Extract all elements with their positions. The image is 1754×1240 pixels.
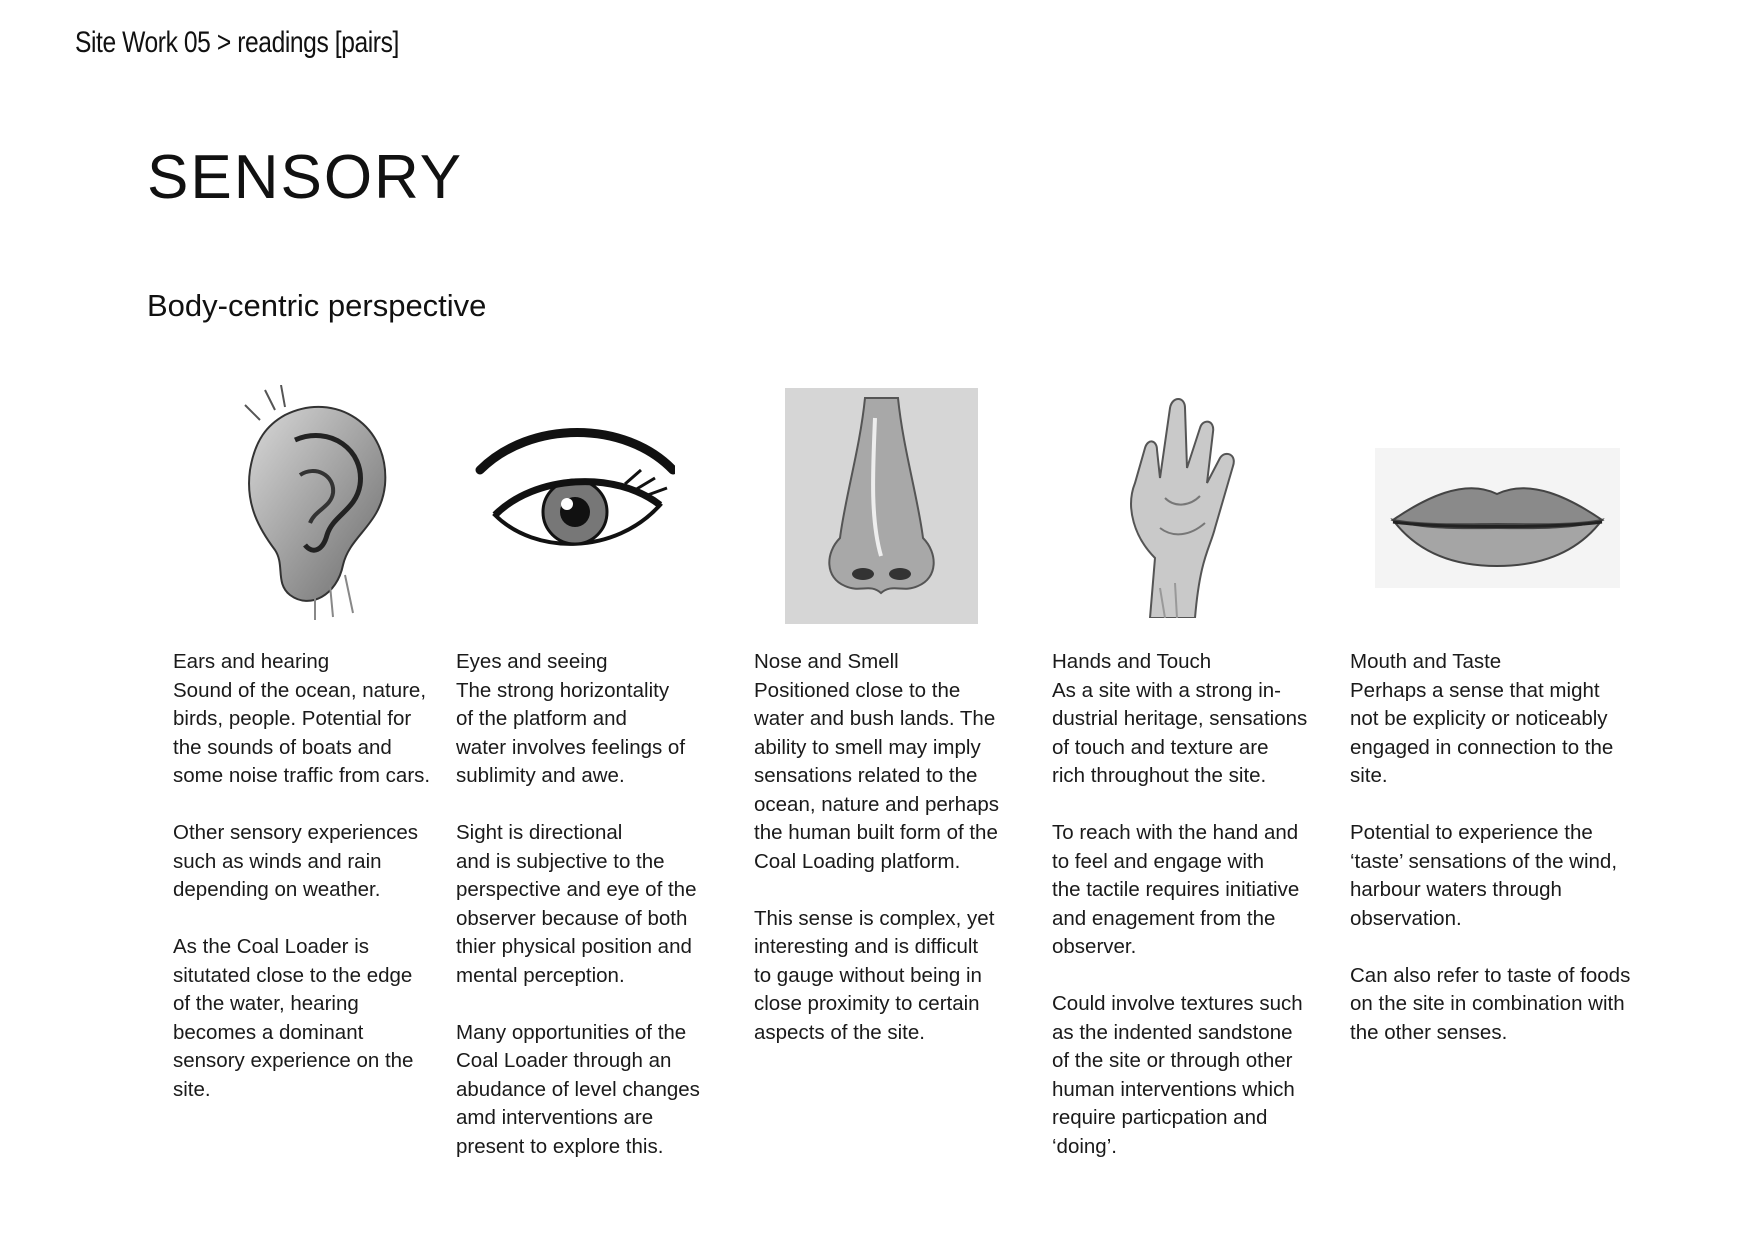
column-paragraph: Other sensory experiences such as winds and rain depending on weather. bbox=[173, 821, 418, 901]
column-paragraph: Could involve textures such as the indented sandstone of the site or through other human interventions which require particpation and ‘doing’. bbox=[1052, 992, 1303, 1158]
column-heading: Hands and Touch bbox=[1052, 650, 1212, 673]
column-nose bbox=[754, 648, 1024, 1076]
column-mouth bbox=[1350, 648, 1640, 1076]
column-paragraph: As the Coal Loader is situtated close to the edge of the water, hearing becomes a dominant sensory experience on the site. bbox=[173, 935, 414, 1101]
column-heading: Nose and Smell bbox=[754, 650, 899, 673]
page-title: SENSORY bbox=[147, 143, 464, 212]
ear-illustration bbox=[215, 385, 395, 620]
column-paragraph: Sound of the ocean, nature, birds, people. Potential for the sounds of boats and some noise traffic from cars. bbox=[173, 678, 431, 787]
column-paragraph: This sense is complex, yet interesting and is difficult to gauge without being in close proximity to certain aspects of the site. bbox=[754, 906, 995, 1044]
column-paragraph: As a site with a strong in- dustrial heritage, sensations of touch and texture are rich throughout the site. bbox=[1052, 678, 1308, 787]
column-heading: Mouth and Taste bbox=[1350, 650, 1502, 673]
column-ears bbox=[173, 648, 433, 1133]
column-paragraph: Many opportunities of the Coal Loader through an abudance of level changes amd interventions are present to explore this. bbox=[456, 1020, 700, 1158]
column-heading: Eyes and seeing bbox=[456, 650, 608, 673]
nose-illustration bbox=[785, 388, 978, 624]
column-eyes bbox=[456, 648, 726, 1190]
column-heading: Ears and hearing bbox=[173, 650, 330, 673]
column-paragraph: To reach with the hand and to feel and engage with the tactile requires initiative and enagement from the observer. bbox=[1052, 821, 1300, 958]
eye-illustration bbox=[475, 420, 675, 565]
page-subtitle: Body-centric perspective bbox=[147, 288, 487, 323]
column-paragraph: Sight is directional and is subjective to the perspective and eye of the observer because of both thier physical position and mental perception. bbox=[456, 821, 697, 987]
column-paragraph: Can also refer to taste of foods on the site in combination with the other senses. bbox=[1350, 963, 1631, 1044]
column-paragraph: Potential to experience the ‘taste’ sensations of the wind, harbour waters through observation. bbox=[1350, 821, 1618, 930]
column-paragraph: The strong horizontality of the platform and water involves feelings of sublimity and awe. bbox=[456, 678, 686, 787]
mouth-illustration bbox=[1375, 448, 1620, 588]
column-paragraph: Positioned close to the water and bush lands. The ability to smell may imply sensations related to the ocean, nature and perhaps the human built form of the Coal Loading platform. bbox=[754, 678, 1000, 873]
column-paragraph: Perhaps a sense that might not be explicity or noticeably engaged in connection to the site. bbox=[1350, 678, 1614, 787]
column-hands bbox=[1052, 648, 1327, 1190]
hand-illustration bbox=[1115, 388, 1250, 618]
page-header: Site Work 05 > readings [pairs] bbox=[75, 26, 399, 59]
